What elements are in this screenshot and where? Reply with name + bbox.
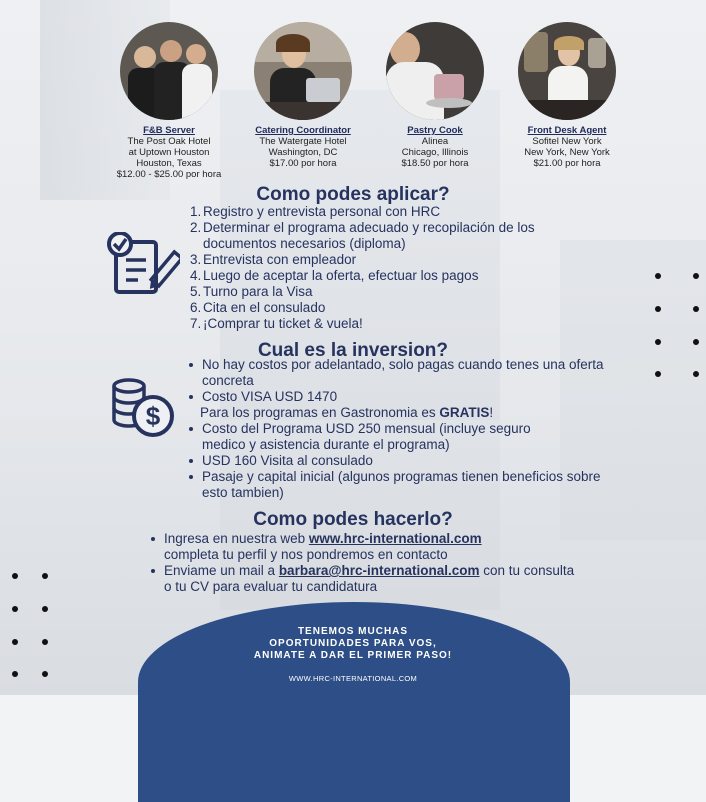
- job-photo: [518, 22, 616, 120]
- job-location: Chicago, Illinois: [401, 147, 469, 158]
- apply-steps: [190, 204, 590, 332]
- job-employer: The Watergate Hotel: [259, 136, 347, 147]
- job-pay: $17.00 por hora: [269, 158, 337, 169]
- coins-dollar-icon: [107, 374, 177, 445]
- cta-banner-text: TENEMOS MUCHAS OPORTUNIDADES PARA VOS, ANIMATE A DAR EL PRIMER PASO!: [253, 626, 453, 661]
- investment-title: Cual es la inversion?: [257, 340, 449, 361]
- svg-text:$: $: [145, 401, 161, 431]
- list-item: 4. Luego de aceptar la oferta, efectuar los pagos: [190, 268, 479, 283]
- job-card-front-desk-agent: [507, 22, 627, 169]
- job-pay: $12.00 - $25.00 por hora: [116, 169, 222, 180]
- apply-title: Como podes aplicar?: [256, 184, 450, 205]
- list-item: 7. ¡Comprar tu ticket & vuela!: [190, 316, 363, 331]
- list-item: Costo VISA USD 1470: [188, 389, 608, 405]
- job-card-catering-coordinator: [243, 22, 363, 169]
- job-role[interactable]: F&B Server: [143, 125, 195, 136]
- list-item: 1. Registro y entrevista personal con HRC: [190, 204, 441, 219]
- job-employer: Sofitel New York: [532, 136, 602, 147]
- list-item: Pasaje y capital inicial (algunos programas tienen beneficios sobre esto tambien): [188, 469, 622, 501]
- list-item: Costo del Programa USD 250 mensual (incluye seguro medico y asistencia durante el programa): [188, 421, 572, 453]
- investment-list: [188, 357, 608, 501]
- list-item: 3. Entrevista con empleador: [190, 252, 357, 267]
- job-pay: $18.50 por hora: [401, 158, 469, 169]
- job-employer: The Post Oak Hotel: [127, 136, 211, 147]
- list-item: 6. Cita en el consulado: [190, 300, 326, 315]
- job-pay: $21.00 por hora: [533, 158, 601, 169]
- job-location: Washington, DC: [268, 147, 338, 158]
- job-role[interactable]: Catering Coordinator: [255, 125, 351, 136]
- job-location: Houston, Texas: [136, 158, 202, 169]
- list-item: 5. Turno para la Visa: [190, 284, 313, 299]
- job-role[interactable]: Pastry Cook: [407, 125, 463, 136]
- job-card-fb-server: [109, 22, 229, 180]
- list-item: Para los programas en Gastronomia es GRATIS!: [200, 405, 494, 420]
- list-item: Ingresa en nuestra web www.hrc-international.com completa tu perfil y nos pondremos en contacto: [150, 531, 580, 563]
- website-link[interactable]: www.hrc-international.com: [308, 531, 482, 546]
- banner-website-link[interactable]: WWW.HRC-INTERNATIONAL.COM: [288, 674, 418, 683]
- how-list: [150, 531, 580, 595]
- list-item: No hay costos por adelantado, solo pagas cuando tenes una oferta concreta: [188, 357, 608, 389]
- job-employer-detail: at Uptown Houston: [128, 147, 210, 158]
- checklist-icon: [106, 232, 180, 301]
- job-location: New York, New York: [524, 147, 610, 158]
- job-photo: [254, 22, 352, 120]
- job-role[interactable]: Front Desk Agent: [527, 125, 607, 136]
- job-photo: [386, 22, 484, 120]
- job-card-pastry-cook: [375, 22, 495, 169]
- how-title: Como podes hacerlo?: [253, 509, 453, 530]
- list-item: Enviame un mail a barbara@hrc-international.com con tu consulta o tu CV para evaluar tu candidatura: [150, 563, 580, 595]
- email-link[interactable]: barbara@hrc-international.com: [278, 563, 480, 578]
- list-item: 2. Determinar el programa adecuado y recopilación de los documentos necesarios (diploma): [190, 220, 535, 251]
- list-item: USD 160 Visita al consulado: [188, 453, 608, 469]
- job-photo: [120, 22, 218, 120]
- job-employer: Alinea: [421, 136, 449, 147]
